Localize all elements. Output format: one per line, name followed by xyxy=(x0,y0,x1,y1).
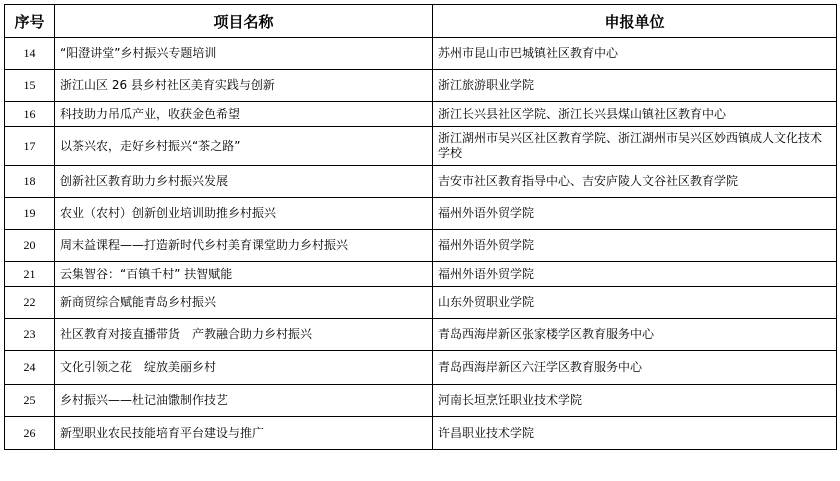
header-applicant-unit: 申报单位 xyxy=(433,5,837,38)
row-number: 22 xyxy=(5,287,55,319)
applicant-unit: 福州外语外贸学院 xyxy=(433,198,837,230)
row-number: 19 xyxy=(5,198,55,230)
project-name: 文化引领之花 绽放美丽乡村 xyxy=(55,351,433,385)
applicant-unit: 苏州市昆山市巴城镇社区教育中心 xyxy=(433,38,837,70)
project-name: 社区教育对接直播带货 产教融合助力乡村振兴 xyxy=(55,319,433,351)
table-row xyxy=(5,319,837,351)
header-num: 序号 xyxy=(5,5,55,38)
applicant-unit: 河南长垣烹饪职业技术学院 xyxy=(433,385,837,417)
row-number: 23 xyxy=(5,319,55,351)
applicant-unit: 福州外语外贸学院 xyxy=(433,262,837,287)
applicant-unit: 青岛西海岸新区张家楼学区教育服务中心 xyxy=(433,319,837,351)
row-number: 25 xyxy=(5,385,55,417)
table-row xyxy=(5,262,837,287)
row-number: 21 xyxy=(5,262,55,287)
applicant-unit: 浙江湖州市吴兴区社区教育学院、浙江湖州市吴兴区妙西镇成人文化技术学校 xyxy=(433,127,837,166)
table-row xyxy=(5,230,837,262)
applicant-unit: 青岛西海岸新区六汪学区教育服务中心 xyxy=(433,351,837,385)
row-number: 18 xyxy=(5,166,55,198)
row-number: 16 xyxy=(5,102,55,127)
table-row xyxy=(5,287,837,319)
row-number: 24 xyxy=(5,351,55,385)
table-row xyxy=(5,127,837,166)
table-row xyxy=(5,198,837,230)
header-row xyxy=(5,5,837,38)
row-number: 15 xyxy=(5,70,55,102)
table-row xyxy=(5,102,837,127)
project-name: 新商贸综合赋能青岛乡村振兴 xyxy=(55,287,433,319)
table-body xyxy=(5,38,837,450)
applicant-unit: 吉安市社区教育指导中心、吉安庐陵人文谷社区教育学院 xyxy=(433,166,837,198)
applicant-unit: 浙江长兴县社区学院、浙江长兴县煤山镇社区教育中心 xyxy=(433,102,837,127)
project-name: 创新社区教育助力乡村振兴发展 xyxy=(55,166,433,198)
project-name: 科技助力吊瓜产业，收获金色希望 xyxy=(55,102,433,127)
project-name: 浙江山区 26 县乡村社区美育实践与创新 xyxy=(55,70,433,102)
project-name: 农业（农村）创新创业培训助推乡村振兴 xyxy=(55,198,433,230)
applicant-unit: 许昌职业技术学院 xyxy=(433,417,837,450)
table-row xyxy=(5,38,837,70)
table-row xyxy=(5,70,837,102)
applicant-unit: 山东外贸职业学院 xyxy=(433,287,837,319)
project-name: 乡村振兴——杜记油馓制作技艺 xyxy=(55,385,433,417)
row-number: 20 xyxy=(5,230,55,262)
table-row xyxy=(5,166,837,198)
row-number: 26 xyxy=(5,417,55,450)
table-row xyxy=(5,351,837,385)
project-name: 云集智谷：“百镇千村” 扶智赋能 xyxy=(55,262,433,287)
project-name: 新型职业农民技能培育平台建设与推广 xyxy=(55,417,433,450)
row-number: 17 xyxy=(5,127,55,166)
table-row xyxy=(5,417,837,450)
applicant-unit: 浙江旅游职业学院 xyxy=(433,70,837,102)
project-name: “阳澄讲堂”乡村振兴专题培训 xyxy=(55,38,433,70)
row-number: 14 xyxy=(5,38,55,70)
project-name: 周末益课程——打造新时代乡村美育课堂助力乡村振兴 xyxy=(55,230,433,262)
project-name: 以茶兴农，走好乡村振兴“茶之路” xyxy=(55,127,433,166)
header-project-name: 项目名称 xyxy=(55,5,433,38)
applicant-unit: 福州外语外贸学院 xyxy=(433,230,837,262)
table-row xyxy=(5,385,837,417)
project-table xyxy=(4,4,837,450)
